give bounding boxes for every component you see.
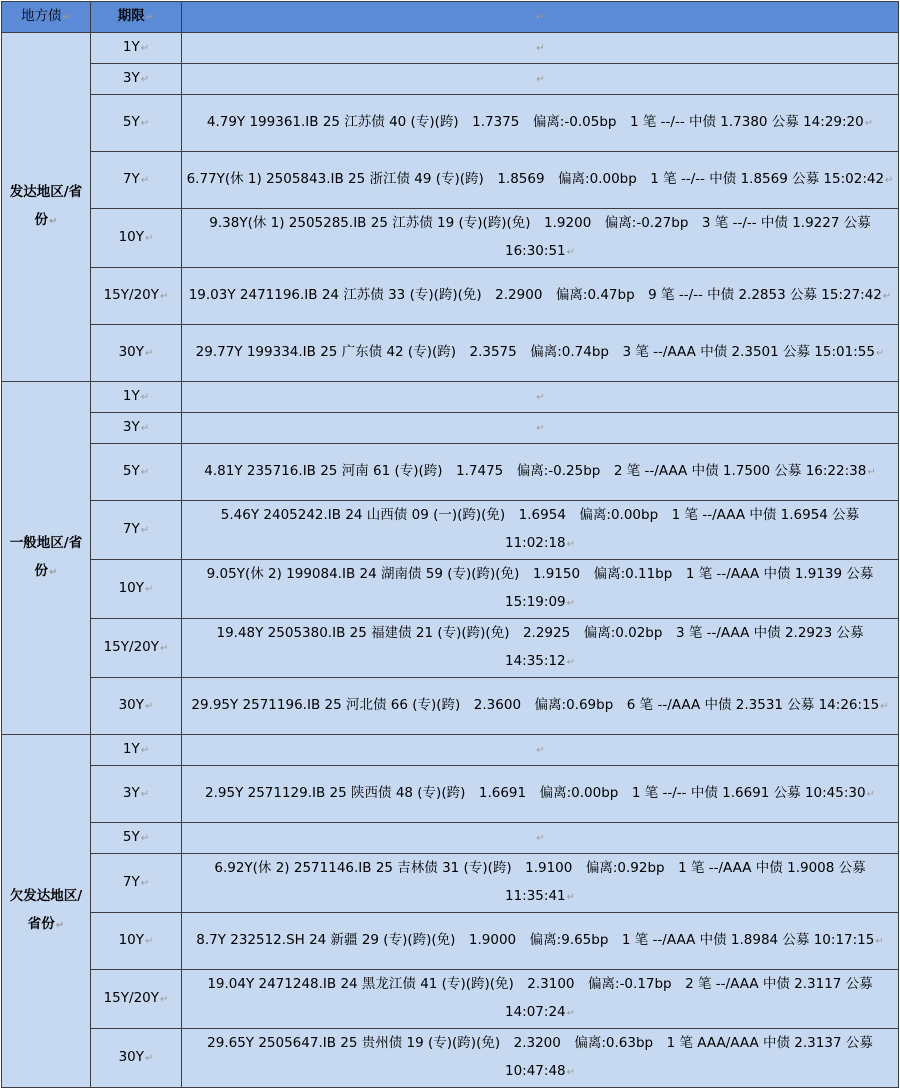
table-row [2,823,899,854]
bond-detail-cell [182,854,899,913]
return-mark: ↵ [160,291,169,302]
tenor-cell [91,33,182,64]
table-row [2,913,899,970]
tenor-cell [91,64,182,95]
table-row [2,152,899,209]
return-mark: ↵ [882,291,892,302]
tenor-cell [91,913,182,970]
table-row [2,854,899,913]
table-row [2,95,899,152]
table-row [2,209,899,268]
return-mark: ↵ [536,833,545,844]
bond-detail-text: 5.46Y 2405242.IB 24 山西债 09 (一)(跨)(免) 1.6954 偏离:0.00bp 1 笔 --/AAA 中债 1.6954 公募 11:02:18 [220,507,860,551]
tenor-label: 30Y [118,344,145,360]
return-mark: ↵ [160,643,169,654]
bond-detail-cell [182,501,899,560]
table-row [2,619,899,678]
region-name: 一般地区/省份 [9,535,83,579]
tenor-cell [91,678,182,735]
tenor-cell [91,735,182,766]
tenor-cell [91,268,182,325]
bond-detail-text: 6.77Y(休 1) 2505843.IB 25 浙江债 49 (专)(跨) 1.8569 偏离:0.00bp 1 笔 --/-- 中债 1.8569 公募 15:02:42 [186,171,885,187]
tenor-cell [91,970,182,1029]
return-mark: ↵ [536,423,545,434]
tenor-cell [91,413,182,444]
tenor-label: 5Y [122,114,140,130]
table-row [2,268,899,325]
return-mark: ↵ [145,701,154,712]
tenor-label: 3Y [122,419,140,435]
table-row [2,33,899,64]
return-mark: ↵ [566,539,576,550]
bond-detail-text: 4.81Y 235716.IB 25 河南 61 (专)(跨) 1.7475 偏离:-0.25bp 2 笔 --/AAA 中债 1.7500 公募 16:22:38 [204,463,867,479]
tenor-cell [91,152,182,209]
return-mark: ↵ [536,43,545,54]
bond-table [1,1,899,1088]
return-mark: ↵ [566,892,576,903]
tenor-cell [91,854,182,913]
table-row [2,382,899,413]
tenor-cell [91,501,182,560]
bond-detail-cell [182,970,899,1029]
bond-detail-text: 19.48Y 2505380.IB 25 福建债 21 (专)(跨)(免) 2.2925 偏离:0.02bp 3 笔 --/AAA 中债 2.2923 公募 14:35:12 [216,625,864,669]
return-mark: ↵ [864,118,874,129]
table-row [2,560,899,619]
bond-detail-text: 8.7Y 232512.SH 24 新疆 29 (专)(跨)(免) 1.9000 偏离:9.65bp 1 笔 --/AAA 中债 1.8984 公募 10:17:15 [196,932,875,948]
bond-detail-cell [182,64,899,95]
bond-detail-cell [182,152,899,209]
tenor-label: 30Y [118,697,145,713]
tenor-label: 1Y [122,388,140,404]
bond-detail-text: 29.65Y 2505647.IB 25 贵州债 19 (专)(跨)(免) 2.3200 偏离:0.63bp 1 笔 AAA/AAA 中债 2.3137 公募 10:47:48 [207,1035,873,1079]
tenor-cell [91,560,182,619]
table-row [2,970,899,1029]
return-mark: ↵ [140,878,150,889]
bond-detail-cell [182,444,899,501]
bond-detail-text: 19.03Y 2471196.IB 24 江苏债 33 (专)(跨)(免) 2.2900 偏离:0.47bp 9 笔 --/-- 中债 2.2853 公募 15:27:42 [188,287,882,303]
return-mark: ↵ [140,423,150,434]
return-mark: ↵ [145,584,154,595]
region-name: 欠发达地区/省份 [9,888,83,932]
header-tenor: 期限↵ [91,2,182,33]
return-mark: ↵ [536,74,545,85]
tenor-label: 3Y [122,785,140,801]
bond-detail-text: 29.95Y 2571196.IB 25 河北债 66 (专)(跨) 2.3600 偏离:0.69bp 6 笔 --/AAA 中债 2.3531 公募 14:26:15 [191,697,880,713]
tenor-label: 3Y [122,70,140,86]
tenor-cell [91,444,182,501]
tenor-label: 5Y [122,463,140,479]
bond-detail-cell [182,913,899,970]
tenor-label: 7Y [122,171,140,187]
region-cell [2,735,91,1088]
return-mark: ↵ [566,657,576,668]
bond-detail-cell [182,33,899,64]
tenor-cell [91,766,182,823]
region-cell [2,33,91,382]
return-mark: ↵ [145,936,154,947]
tenor-cell [91,823,182,854]
return-mark: ↵ [566,247,576,258]
tenor-cell [91,1029,182,1088]
tenor-label: 10Y [118,580,145,596]
return-mark: ↵ [160,994,169,1005]
return-mark: ↵ [140,392,150,403]
bond-detail-cell [182,560,899,619]
bond-detail-cell [182,95,899,152]
tenor-cell [91,382,182,413]
return-mark: ↵ [140,43,150,54]
tenor-label: 30Y [118,1049,145,1065]
tenor-label: 10Y [118,229,145,245]
bond-detail-text: 4.79Y 199361.IB 25 江苏债 40 (专)(跨) 1.7375 偏离:-0.05bp 1 笔 --/-- 中债 1.7380 公募 14:29:20 [206,114,864,130]
tenor-cell [91,325,182,382]
table-body [2,33,899,1088]
table-row [2,735,899,766]
tenor-cell [91,95,182,152]
tenor-cell [91,209,182,268]
return-mark: ↵ [885,175,894,186]
return-mark: ↵ [140,525,150,536]
header-row [2,2,899,33]
table-row [2,325,899,382]
tenor-cell [91,619,182,678]
table-row [2,413,899,444]
tenor-label: 5Y [122,829,140,845]
bond-detail-cell [182,413,899,444]
bond-detail-cell [182,209,899,268]
bond-detail-text: 6.92Y(休 2) 2571146.IB 25 吉林债 31 (专)(跨) 1.9100 偏离:0.92bp 1 笔 --/AAA 中债 1.9008 公募 11:35:41 [214,860,866,904]
bond-detail-cell [182,619,899,678]
region-cell [2,382,91,735]
return-mark: ↵ [140,789,150,800]
return-mark: ↵ [566,1067,576,1078]
header-region: 地方债↵ [2,2,91,33]
return-mark: ↵ [145,233,154,244]
tenor-label: 1Y [122,39,140,55]
bond-detail-text: 9.05Y(休 2) 199084.IB 24 湖南债 59 (专)(跨)(免) 1.9150 偏离:0.11bp 1 笔 --/AAA 中债 1.9139 公募 15:19:09 [206,566,874,610]
bond-detail-cell [182,1029,899,1088]
tenor-label: 15Y/20Y [103,287,159,303]
table-row [2,501,899,560]
return-mark: ↵ [866,789,875,800]
tenor-label: 15Y/20Y [103,639,159,655]
return-mark: ↵ [867,467,876,478]
table-row [2,444,899,501]
bond-detail-cell [182,268,899,325]
bond-detail-text: 9.38Y(休 1) 2505285.IB 25 江苏债 19 (专)(跨)(免) 1.9200 偏离:-0.27bp 3 笔 --/-- 中债 1.9227 公募 16:30:51 [209,215,871,259]
tenor-label: 7Y [122,874,140,890]
bond-detail-cell [182,678,899,735]
return-mark: ↵ [145,348,154,359]
tenor-label: 15Y/20Y [103,990,159,1006]
table-row [2,64,899,95]
return-mark: ↵ [140,175,150,186]
tenor-label: 7Y [122,521,140,537]
bond-detail-text: 19.04Y 2471248.IB 24 黑龙江债 41 (专)(跨)(免) 2.3100 偏离:-0.17bp 2 笔 --/AAA 中债 2.3117 公募 14:07:24 [207,976,873,1020]
return-mark: ↵ [145,1053,154,1064]
tenor-label: 1Y [122,741,140,757]
return-mark: ↵ [140,745,150,756]
return-mark: ↵ [49,216,58,227]
return-mark: ↵ [49,567,58,578]
return-mark: ↵ [566,598,576,609]
table-row [2,678,899,735]
return-mark: ↵ [140,74,150,85]
tenor-label: 10Y [118,932,145,948]
bond-detail-cell [182,382,899,413]
bond-detail-cell [182,325,899,382]
bond-detail-cell [182,823,899,854]
bond-detail-cell [182,766,899,823]
return-mark: ↵ [536,392,545,403]
return-mark: ↵ [55,920,65,931]
return-mark: ↵ [140,467,150,478]
table-row [2,1029,899,1088]
return-mark: ↵ [140,833,150,844]
return-mark: ↵ [875,936,884,947]
bond-detail-cell [182,735,899,766]
header-detail: ↵ [182,2,899,33]
return-mark: ↵ [536,745,545,756]
region-name: 发达地区/省份 [9,184,83,228]
return-mark: ↵ [140,118,150,129]
return-mark: ↵ [566,1008,576,1019]
bond-detail-text: 29.77Y 199334.IB 25 广东债 42 (专)(跨) 2.3575 偏离:0.74bp 3 笔 --/AAA 中债 2.3501 公募 15:01:55 [195,344,875,360]
return-mark: ↵ [875,348,885,359]
bond-detail-text: 2.95Y 2571129.IB 25 陕西债 48 (专)(跨) 1.6691 偏离:0.00bp 1 笔 --/-- 中债 1.6691 公募 10:45:30 [205,785,866,801]
table-row [2,766,899,823]
return-mark: ↵ [880,701,889,712]
